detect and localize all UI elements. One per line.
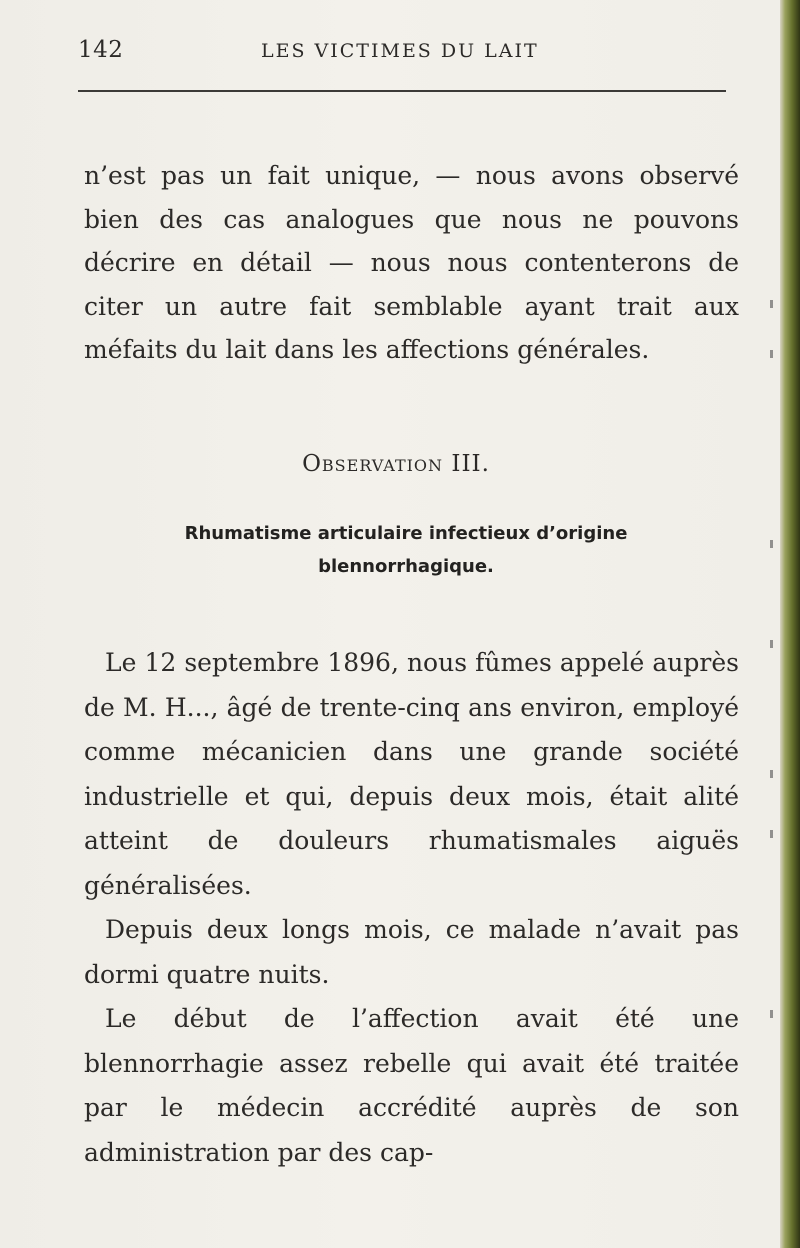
body-paragraph-2: Depuis deux longs mois, ce malade n’avait pas dormi quatre nuits.: [84, 915, 739, 989]
intro-text: [84, 154, 739, 372]
observation-body: [84, 641, 739, 1175]
page-number: 142: [78, 37, 124, 63]
body-paragraph-1: Le 12 septembre 1896, nous fûmes appelé auprès de M. H..., âgé de trente-cinq ans environ, employé comme mécanicien dans une grande société industrielle et qui, depuis deux mois, était alité atteint de douleurs rhumatismales aiguës généralisées.: [84, 648, 739, 900]
subtitle-line-1: Rhumatisme articulaire infectieux d’origine: [184, 523, 628, 544]
header-rule: [78, 90, 726, 92]
body-paragraph-3: Le début de l’affection avait été une blennorrhagie assez rebelle qui avait été traitée par le médecin accrédité auprès de son administration par des cap-: [84, 1004, 739, 1167]
observation-subtitle: [146, 517, 666, 583]
observation-title: Observation III.: [302, 451, 490, 477]
intro-paragraph: n’est pas un fait unique, — nous avons observé bien des cas analogues que nous ne pouvons décrire en détail — nous nous contenterons de citer un autre fait semblable ayant trait aux méfaits du lait dans les affections générales.: [84, 161, 739, 364]
running-title: LES VICTIMES DU LAIT: [261, 40, 539, 62]
page-header: [78, 34, 738, 74]
subtitle-line-2: blennorrhagique.: [318, 556, 494, 577]
book-spine-edge: [780, 0, 800, 1248]
spine-specks: [770, 0, 776, 1248]
